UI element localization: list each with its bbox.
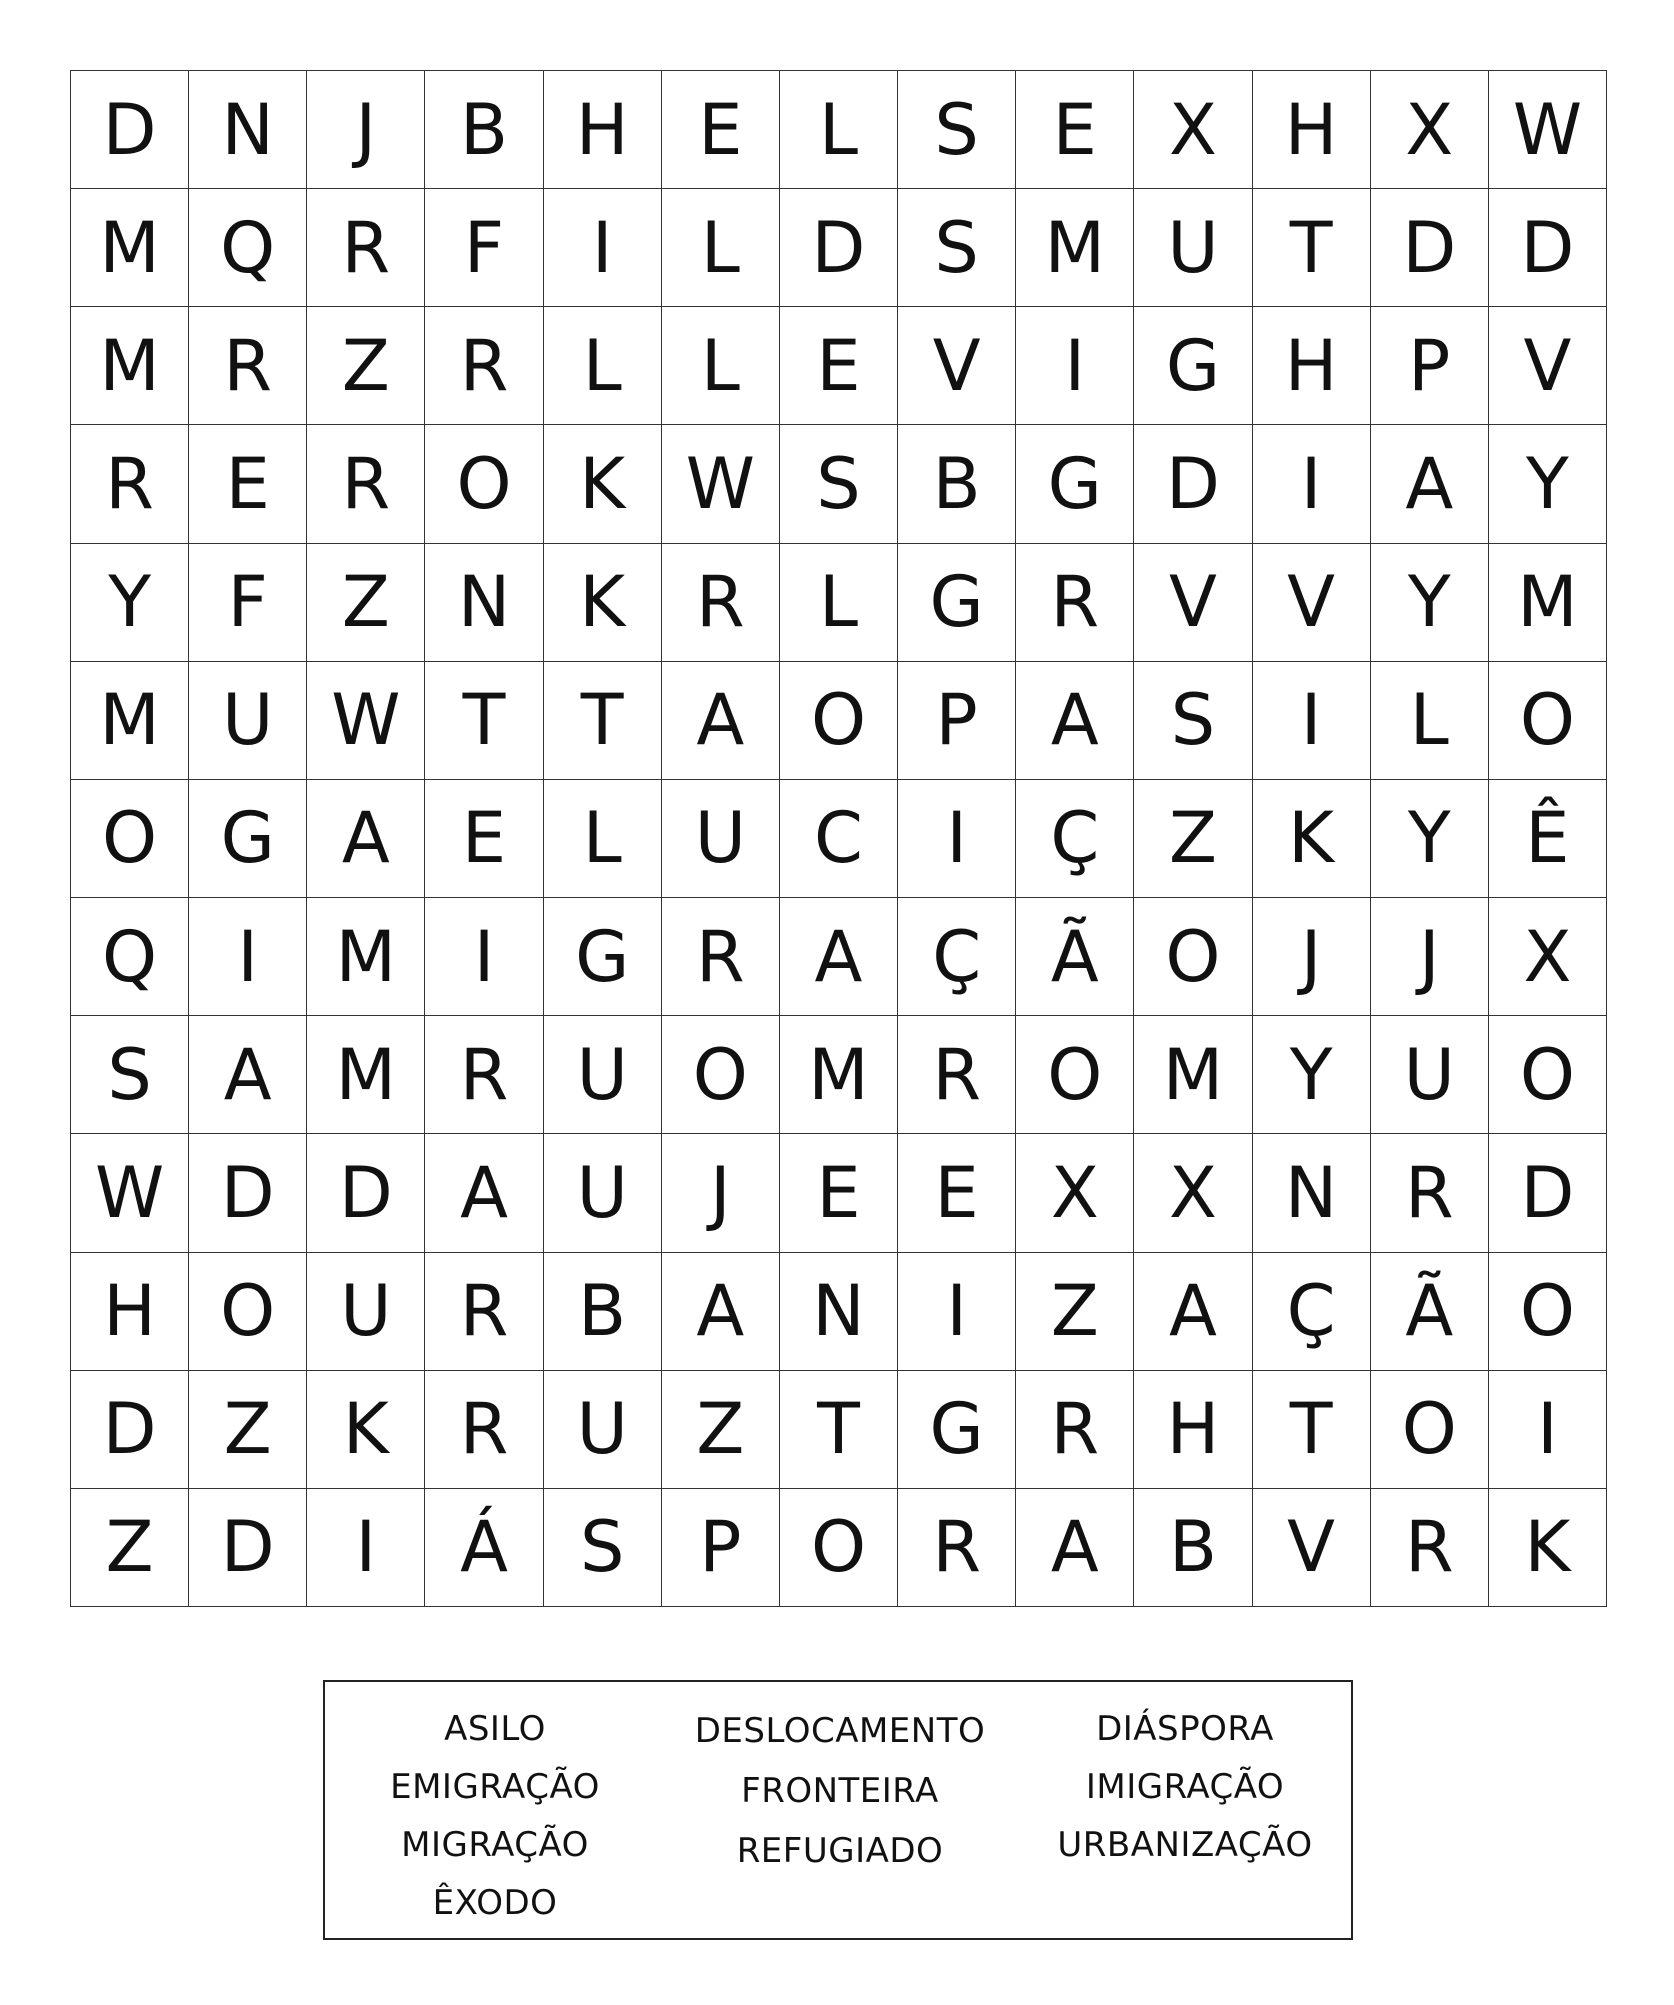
- grid-cell[interactable]: O: [1371, 1371, 1489, 1489]
- grid-cell[interactable]: W: [307, 662, 425, 780]
- grid-cell[interactable]: R: [1016, 544, 1134, 662]
- grid-cell[interactable]: R: [898, 1489, 1016, 1607]
- grid-cell[interactable]: R: [425, 1253, 543, 1371]
- grid-cell[interactable]: L: [1371, 662, 1489, 780]
- grid-cell[interactable]: U: [662, 780, 780, 898]
- grid-cell[interactable]: L: [544, 780, 662, 898]
- grid-cell[interactable]: G: [189, 780, 307, 898]
- grid-cell[interactable]: R: [425, 307, 543, 425]
- grid-cell[interactable]: Z: [1134, 780, 1252, 898]
- grid-cell[interactable]: J: [1371, 898, 1489, 1016]
- grid-cell[interactable]: J: [307, 71, 425, 189]
- grid-cell[interactable]: K: [1489, 1489, 1607, 1607]
- grid-cell[interactable]: Q: [189, 189, 307, 307]
- grid-cell[interactable]: Y: [71, 544, 189, 662]
- grid-cell[interactable]: Ç: [1016, 780, 1134, 898]
- grid-cell[interactable]: I: [425, 898, 543, 1016]
- grid-cell[interactable]: X: [1134, 1134, 1252, 1252]
- grid-cell[interactable]: E: [662, 71, 780, 189]
- grid-cell[interactable]: P: [662, 1489, 780, 1607]
- word-item: FRONTEIRA: [741, 1771, 939, 1811]
- word-item: DESLOCAMENTO: [694, 1711, 986, 1751]
- grid-cell[interactable]: H: [1134, 1371, 1252, 1489]
- grid-cell[interactable]: A: [189, 1016, 307, 1134]
- grid-cell[interactable]: T: [425, 662, 543, 780]
- grid-cell[interactable]: T: [544, 662, 662, 780]
- grid-cell[interactable]: G: [898, 1371, 1016, 1489]
- word-item: REFUGIADO: [736, 1831, 944, 1871]
- grid-cell[interactable]: R: [1016, 1371, 1134, 1489]
- grid-cell[interactable]: D: [1489, 189, 1607, 307]
- grid-cell[interactable]: U: [307, 1253, 425, 1371]
- grid-cell[interactable]: I: [1253, 425, 1371, 543]
- word-item: URBANIZAÇÃO: [1057, 1825, 1313, 1865]
- grid-cell[interactable]: D: [1134, 425, 1252, 543]
- grid-cell[interactable]: S: [898, 189, 1016, 307]
- grid-cell[interactable]: O: [780, 1489, 898, 1607]
- word-column-3: [1015, 1700, 1355, 1874]
- grid-cell[interactable]: Z: [662, 1371, 780, 1489]
- grid-cell[interactable]: Ê: [1489, 780, 1607, 898]
- grid-cell[interactable]: V: [1253, 544, 1371, 662]
- grid-cell[interactable]: A: [662, 1253, 780, 1371]
- grid-cell[interactable]: N: [1253, 1134, 1371, 1252]
- word-item: MIGRAÇÃO: [401, 1825, 589, 1865]
- grid-cell[interactable]: E: [898, 1134, 1016, 1252]
- grid-cell[interactable]: C: [780, 780, 898, 898]
- grid-cell[interactable]: X: [1134, 71, 1252, 189]
- grid-cell[interactable]: D: [71, 1371, 189, 1489]
- grid-cell[interactable]: V: [1134, 544, 1252, 662]
- grid-cell[interactable]: I: [544, 189, 662, 307]
- grid-cell[interactable]: W: [1489, 71, 1607, 189]
- grid-cell[interactable]: M: [1016, 189, 1134, 307]
- grid-cell[interactable]: M: [307, 1016, 425, 1134]
- grid-cell[interactable]: E: [1016, 71, 1134, 189]
- grid-cell[interactable]: B: [425, 71, 543, 189]
- word-item: EMIGRAÇÃO: [390, 1767, 600, 1807]
- grid-cell[interactable]: I: [898, 780, 1016, 898]
- grid-cell[interactable]: S: [1134, 662, 1252, 780]
- grid-cell[interactable]: S: [898, 71, 1016, 189]
- grid-cell[interactable]: Z: [1016, 1253, 1134, 1371]
- grid-cell[interactable]: D: [1371, 189, 1489, 307]
- grid-cell[interactable]: N: [425, 544, 543, 662]
- grid-cell[interactable]: O: [1489, 1253, 1607, 1371]
- grid-cell[interactable]: A: [1016, 1489, 1134, 1607]
- grid-cell[interactable]: Á: [425, 1489, 543, 1607]
- grid-cell[interactable]: H: [1253, 71, 1371, 189]
- grid-cell[interactable]: I: [189, 898, 307, 1016]
- grid-cell[interactable]: O: [1016, 1016, 1134, 1134]
- grid-cell[interactable]: K: [307, 1371, 425, 1489]
- grid-cell[interactable]: M: [71, 189, 189, 307]
- grid-cell[interactable]: Ã: [1016, 898, 1134, 1016]
- grid-cell[interactable]: M: [1134, 1016, 1252, 1134]
- grid-cell[interactable]: D: [307, 1134, 425, 1252]
- grid-cell[interactable]: A: [425, 1134, 543, 1252]
- grid-cell[interactable]: R: [898, 1016, 1016, 1134]
- grid-cell[interactable]: V: [1489, 307, 1607, 425]
- grid-cell[interactable]: X: [1489, 898, 1607, 1016]
- grid-cell[interactable]: M: [307, 898, 425, 1016]
- grid-cell[interactable]: I: [1016, 307, 1134, 425]
- grid-cell[interactable]: D: [71, 71, 189, 189]
- grid-cell[interactable]: W: [662, 425, 780, 543]
- grid-cell[interactable]: R: [307, 189, 425, 307]
- grid-cell[interactable]: O: [189, 1253, 307, 1371]
- grid-cell[interactable]: O: [1134, 898, 1252, 1016]
- grid-cell[interactable]: R: [425, 1371, 543, 1489]
- grid-cell[interactable]: U: [189, 662, 307, 780]
- grid-cell[interactable]: W: [71, 1134, 189, 1252]
- letter-grid: [70, 70, 1607, 1607]
- grid-cell[interactable]: K: [544, 425, 662, 543]
- word-item: ÊXODO: [432, 1883, 558, 1923]
- grid-cell[interactable]: B: [1134, 1489, 1252, 1607]
- grid-cell[interactable]: S: [544, 1489, 662, 1607]
- grid-cell[interactable]: L: [662, 307, 780, 425]
- grid-cell[interactable]: I: [1253, 662, 1371, 780]
- grid-cell[interactable]: I: [307, 1489, 425, 1607]
- grid-cell[interactable]: T: [780, 1371, 898, 1489]
- grid-cell[interactable]: Z: [307, 544, 425, 662]
- grid-cell[interactable]: F: [189, 544, 307, 662]
- grid-cell[interactable]: U: [544, 1371, 662, 1489]
- grid-cell[interactable]: Y: [1371, 544, 1489, 662]
- grid-cell[interactable]: V: [898, 307, 1016, 425]
- grid-cell[interactable]: I: [898, 1253, 1016, 1371]
- word-column-1: [325, 1700, 665, 1932]
- grid-cell[interactable]: S: [71, 1016, 189, 1134]
- grid-cell[interactable]: Y: [1253, 1016, 1371, 1134]
- grid-cell[interactable]: D: [189, 1134, 307, 1252]
- grid-cell[interactable]: R: [1371, 1489, 1489, 1607]
- grid-cell[interactable]: L: [662, 189, 780, 307]
- grid-cell[interactable]: Y: [1489, 425, 1607, 543]
- word-item: DIÁSPORA: [1096, 1709, 1274, 1749]
- grid-cell[interactable]: N: [780, 1253, 898, 1371]
- grid-cell[interactable]: Y: [1371, 780, 1489, 898]
- grid-cell[interactable]: Z: [307, 307, 425, 425]
- grid-cell[interactable]: E: [780, 1134, 898, 1252]
- grid-cell[interactable]: R: [1371, 1134, 1489, 1252]
- grid-cell[interactable]: E: [189, 425, 307, 543]
- grid-cell[interactable]: O: [1489, 1016, 1607, 1134]
- word-column-2: [670, 1702, 1010, 1880]
- grid-cell[interactable]: F: [425, 189, 543, 307]
- grid-cell[interactable]: H: [1253, 307, 1371, 425]
- grid-cell[interactable]: A: [662, 662, 780, 780]
- grid-cell[interactable]: R: [662, 544, 780, 662]
- grid-cell[interactable]: D: [780, 189, 898, 307]
- grid-cell[interactable]: K: [544, 544, 662, 662]
- grid-cell[interactable]: U: [1134, 189, 1252, 307]
- grid-cell[interactable]: Z: [71, 1489, 189, 1607]
- grid-cell[interactable]: J: [662, 1134, 780, 1252]
- grid-cell[interactable]: M: [71, 307, 189, 425]
- grid-cell[interactable]: Ã: [1371, 1253, 1489, 1371]
- grid-cell[interactable]: O: [780, 662, 898, 780]
- grid-cell[interactable]: Q: [71, 898, 189, 1016]
- grid-cell[interactable]: A: [780, 898, 898, 1016]
- grid-cell[interactable]: O: [71, 780, 189, 898]
- grid-cell[interactable]: Ç: [898, 898, 1016, 1016]
- grid-cell[interactable]: H: [544, 71, 662, 189]
- grid-cell[interactable]: A: [1016, 662, 1134, 780]
- grid-cell[interactable]: A: [307, 780, 425, 898]
- grid-cell[interactable]: Z: [189, 1371, 307, 1489]
- grid-cell[interactable]: B: [544, 1253, 662, 1371]
- grid-cell[interactable]: B: [898, 425, 1016, 543]
- grid-cell[interactable]: P: [1371, 307, 1489, 425]
- grid-cell[interactable]: O: [1489, 662, 1607, 780]
- grid-cell[interactable]: M: [71, 662, 189, 780]
- grid-cell[interactable]: R: [71, 425, 189, 543]
- grid-cell[interactable]: J: [1253, 898, 1371, 1016]
- grid-cell[interactable]: G: [1016, 425, 1134, 543]
- grid-cell[interactable]: G: [544, 898, 662, 1016]
- grid-cell[interactable]: S: [780, 425, 898, 543]
- word-bank: [323, 1680, 1353, 1940]
- grid-cell[interactable]: T: [1253, 189, 1371, 307]
- grid-cell[interactable]: G: [898, 544, 1016, 662]
- grid-cell[interactable]: U: [1371, 1016, 1489, 1134]
- grid-cell[interactable]: M: [780, 1016, 898, 1134]
- grid-cell[interactable]: V: [1253, 1489, 1371, 1607]
- grid-cell[interactable]: U: [544, 1016, 662, 1134]
- grid-cell[interactable]: T: [1253, 1371, 1371, 1489]
- grid-cell[interactable]: E: [780, 307, 898, 425]
- grid-cell[interactable]: E: [425, 780, 543, 898]
- grid-cell[interactable]: O: [425, 425, 543, 543]
- grid-cell[interactable]: N: [189, 71, 307, 189]
- grid-cell[interactable]: U: [544, 1134, 662, 1252]
- word-item: ASILO: [444, 1709, 546, 1749]
- grid-cell[interactable]: R: [307, 425, 425, 543]
- grid-cell[interactable]: D: [1489, 1134, 1607, 1252]
- grid-cell[interactable]: M: [1489, 544, 1607, 662]
- grid-cell[interactable]: L: [544, 307, 662, 425]
- grid-cell[interactable]: D: [189, 1489, 307, 1607]
- grid-cell[interactable]: G: [1134, 307, 1252, 425]
- grid-cell[interactable]: X: [1371, 71, 1489, 189]
- word-item: IMIGRAÇÃO: [1085, 1767, 1285, 1807]
- grid-cell[interactable]: P: [898, 662, 1016, 780]
- grid-cell[interactable]: A: [1371, 425, 1489, 543]
- grid-cell[interactable]: R: [425, 1016, 543, 1134]
- grid-cell[interactable]: L: [780, 544, 898, 662]
- grid-cell[interactable]: Ç: [1253, 1253, 1371, 1371]
- grid-cell[interactable]: R: [662, 898, 780, 1016]
- grid-cell[interactable]: H: [71, 1253, 189, 1371]
- grid-cell[interactable]: X: [1016, 1134, 1134, 1252]
- grid-cell[interactable]: K: [1253, 780, 1371, 898]
- grid-cell[interactable]: L: [780, 71, 898, 189]
- grid-cell[interactable]: R: [189, 307, 307, 425]
- grid-cell[interactable]: A: [1134, 1253, 1252, 1371]
- grid-cell[interactable]: I: [1489, 1371, 1607, 1489]
- grid-cell[interactable]: O: [662, 1016, 780, 1134]
